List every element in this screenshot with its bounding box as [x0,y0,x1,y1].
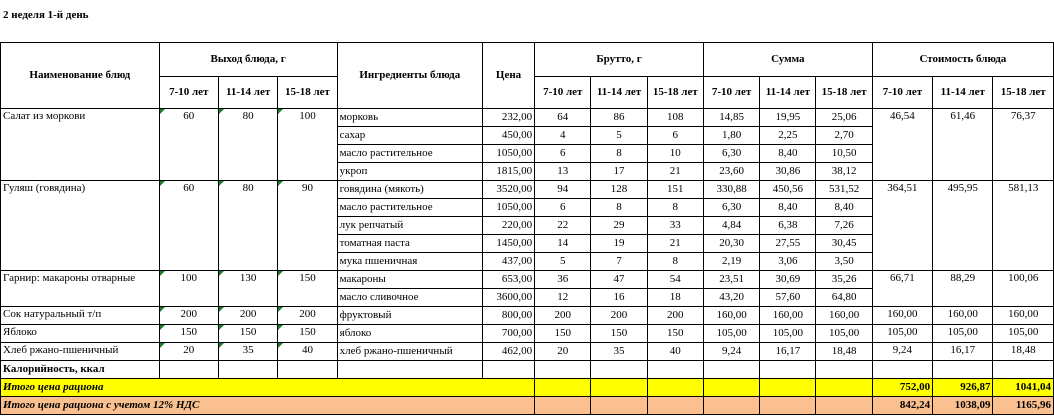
cost-cell[interactable]: 88,29 [933,271,993,307]
total-vat-value-cell[interactable]: 1038,09 [933,397,993,415]
empty-cell[interactable] [535,361,591,379]
output-cell[interactable]: 80 [218,181,277,271]
empty-cell[interactable] [993,361,1054,379]
empty-cell[interactable] [872,361,932,379]
cost-cell[interactable]: 76,37 [993,109,1054,181]
price-cell[interactable]: 232,00 [482,109,534,127]
dish-name-cell[interactable]: Сок натуральный т/п [1,307,160,325]
sum-cell[interactable]: 8,40 [760,145,816,163]
sum-cell[interactable]: 105,00 [760,325,816,343]
empty-cell[interactable] [816,397,872,415]
brutto-cell[interactable]: 16 [591,289,647,307]
header-age-group: 7-10 лет [535,77,591,109]
output-cell[interactable]: 40 [278,343,337,361]
ingredient-cell[interactable]: масло растительное [337,145,482,163]
cost-cell[interactable]: 66,71 [872,271,932,307]
empty-cell[interactable] [703,361,759,379]
cost-cell[interactable]: 61,46 [933,109,993,181]
brutto-cell[interactable]: 54 [647,271,703,289]
sum-cell[interactable]: 43,20 [703,289,759,307]
brutto-cell[interactable]: 19 [591,235,647,253]
total-vat-label[interactable]: Итого цена рациона с учетом 12% НДС [1,397,535,415]
header-age-group: 15-18 лет [647,77,703,109]
brutto-cell[interactable]: 128 [591,181,647,199]
header-ingredients: Ингредиенты блюда [337,43,482,109]
menu-table [0,42,1054,415]
brutto-cell[interactable]: 200 [535,307,591,325]
cost-cell[interactable]: 18,48 [993,343,1054,361]
header-output: Выход блюда, г [159,43,337,77]
brutto-cell[interactable]: 6 [535,145,591,163]
price-cell[interactable]: 700,00 [482,325,534,343]
cost-cell[interactable]: 160,00 [993,307,1054,325]
table-row [1,271,1054,289]
output-cell[interactable]: 80 [218,109,277,181]
brutto-cell[interactable]: 200 [647,307,703,325]
sum-cell[interactable]: 19,95 [760,109,816,127]
sum-cell[interactable]: 38,12 [816,163,872,181]
price-cell[interactable]: 3520,00 [482,181,534,199]
brutto-cell[interactable]: 29 [591,217,647,235]
sheet-title: 2 неделя 1-й день [3,9,89,21]
brutto-cell[interactable]: 5 [535,253,591,271]
cost-cell[interactable]: 16,17 [933,343,993,361]
empty-cell[interactable] [218,361,277,379]
sum-cell[interactable]: 2,70 [816,127,872,145]
header-cost: Стоимость блюда [872,43,1053,77]
brutto-cell[interactable]: 17 [591,163,647,181]
empty-cell[interactable] [591,397,647,415]
empty-cell[interactable] [591,361,647,379]
output-cell[interactable]: 150 [159,325,218,343]
empty-cell[interactable] [535,379,591,397]
empty-cell[interactable] [703,379,759,397]
output-cell[interactable]: 130 [218,271,277,307]
sum-cell[interactable]: 16,17 [760,343,816,361]
brutto-cell[interactable]: 36 [535,271,591,289]
price-cell[interactable]: 1050,00 [482,199,534,217]
brutto-cell[interactable]: 47 [591,271,647,289]
header-age-group: 11-14 лет [933,77,993,109]
brutto-cell[interactable]: 13 [535,163,591,181]
output-cell[interactable]: 90 [278,181,337,271]
ingredient-cell[interactable]: лук репчатый [337,217,482,235]
header-age-group: 15-18 лет [993,77,1054,109]
output-cell[interactable]: 200 [278,307,337,325]
sum-cell[interactable]: 450,56 [760,181,816,199]
price-cell[interactable]: 450,00 [482,127,534,145]
header-age-group: 11-14 лет [591,77,647,109]
empty-cell[interactable] [337,361,482,379]
sum-cell[interactable]: 6,30 [703,145,759,163]
total-vat-value-cell[interactable]: 842,24 [872,397,932,415]
total-row [1,379,1054,397]
sum-cell[interactable]: 6,30 [703,199,759,217]
table-row [1,109,1054,127]
sum-cell[interactable]: 30,45 [816,235,872,253]
header-age-group: 7-10 лет [159,77,218,109]
total-vat-value-cell[interactable]: 1165,96 [993,397,1054,415]
empty-cell[interactable] [535,397,591,415]
sum-cell[interactable]: 160,00 [816,307,872,325]
sum-cell[interactable]: 8,40 [760,199,816,217]
price-cell[interactable]: 437,00 [482,253,534,271]
cost-cell[interactable]: 160,00 [933,307,993,325]
sum-cell[interactable]: 1,80 [703,127,759,145]
table-row [1,325,1054,343]
cost-cell[interactable]: 46,54 [872,109,932,181]
sum-cell[interactable]: 3,06 [760,253,816,271]
sum-cell[interactable]: 3,50 [816,253,872,271]
sum-cell[interactable]: 2,25 [760,127,816,145]
empty-cell[interactable] [278,361,337,379]
brutto-cell[interactable]: 18 [647,289,703,307]
sum-cell[interactable]: 531,52 [816,181,872,199]
empty-cell[interactable] [482,361,534,379]
brutto-cell[interactable]: 200 [591,307,647,325]
brutto-cell[interactable]: 20 [535,343,591,361]
output-cell[interactable]: 60 [159,109,218,181]
empty-cell[interactable] [647,397,703,415]
sum-cell[interactable]: 23,51 [703,271,759,289]
cost-cell[interactable]: 364,51 [872,181,932,271]
sum-cell[interactable]: 10,50 [816,145,872,163]
header-age-group: 7-10 лет [703,77,759,109]
ingredient-cell[interactable]: мука пшеничная [337,253,482,271]
brutto-cell[interactable]: 22 [535,217,591,235]
brutto-cell[interactable]: 150 [535,325,591,343]
brutto-cell[interactable]: 8 [591,145,647,163]
empty-cell[interactable] [760,361,816,379]
price-cell[interactable]: 800,00 [482,307,534,325]
sum-cell[interactable]: 105,00 [703,325,759,343]
header-price: Цена [482,43,534,109]
price-cell[interactable]: 3600,00 [482,289,534,307]
table-row [1,307,1054,325]
header-age-group: 7-10 лет [872,77,932,109]
sum-cell[interactable]: 30,69 [760,271,816,289]
brutto-cell[interactable]: 33 [647,217,703,235]
brutto-cell[interactable]: 40 [647,343,703,361]
sum-cell[interactable]: 25,06 [816,109,872,127]
brutto-cell[interactable]: 12 [535,289,591,307]
sum-cell[interactable]: 18,48 [816,343,872,361]
cost-cell[interactable]: 160,00 [872,307,932,325]
sum-cell[interactable]: 35,26 [816,271,872,289]
brutto-cell[interactable]: 94 [535,181,591,199]
total-label[interactable]: Итого цена рациона [1,379,535,397]
brutto-cell[interactable]: 150 [647,325,703,343]
header-sum: Сумма [703,43,872,77]
sum-cell[interactable]: 9,24 [703,343,759,361]
sum-cell[interactable]: 30,86 [760,163,816,181]
ingredient-cell[interactable]: сахар [337,127,482,145]
empty-cell[interactable] [760,397,816,415]
total-vat-row [1,397,1054,415]
total-value-cell[interactable]: 926,87 [933,379,993,397]
brutto-cell[interactable]: 7 [591,253,647,271]
cost-cell[interactable]: 105,00 [872,325,932,343]
sum-cell[interactable]: 160,00 [760,307,816,325]
dish-name-cell[interactable]: Салат из моркови [1,109,160,181]
output-cell[interactable]: 100 [278,109,337,181]
ingredient-cell[interactable]: морковь [337,109,482,127]
brutto-cell[interactable]: 21 [647,163,703,181]
ingredient-cell[interactable]: укроп [337,163,482,181]
brutto-cell[interactable]: 8 [647,253,703,271]
header-age-group: 15-18 лет [816,77,872,109]
sum-cell[interactable]: 6,38 [760,217,816,235]
ingredient-cell[interactable]: макароны [337,271,482,289]
brutto-cell[interactable]: 14 [535,235,591,253]
sum-cell[interactable]: 20,30 [703,235,759,253]
cost-cell[interactable]: 105,00 [933,325,993,343]
brutto-cell[interactable]: 150 [591,325,647,343]
price-cell[interactable]: 1815,00 [482,163,534,181]
ingredient-cell[interactable]: говядина (мякоть) [337,181,482,199]
sum-cell[interactable]: 27,55 [760,235,816,253]
sum-cell[interactable]: 2,19 [703,253,759,271]
sum-cell[interactable]: 8,40 [816,199,872,217]
dish-name-cell[interactable]: Хлеб ржано-пшеничный [1,343,160,361]
brutto-cell[interactable]: 86 [591,109,647,127]
empty-cell[interactable] [591,379,647,397]
brutto-cell[interactable]: 8 [591,199,647,217]
dish-name-cell[interactable]: Яблоко [1,325,160,343]
sum-cell[interactable]: 57,60 [760,289,816,307]
ingredient-cell[interactable]: яблоко [337,325,482,343]
price-cell[interactable]: 1050,00 [482,145,534,163]
header-age-group: 11-14 лет [218,77,277,109]
brutto-cell[interactable]: 6 [647,127,703,145]
header-dish-name: Наименование блюд [1,43,160,109]
header-age-group: 11-14 лет [760,77,816,109]
empty-cell[interactable] [647,379,703,397]
brutto-cell[interactable]: 5 [591,127,647,145]
empty-cell[interactable] [703,397,759,415]
brutto-cell[interactable]: 35 [591,343,647,361]
brutto-cell[interactable]: 64 [535,109,591,127]
brutto-cell[interactable]: 21 [647,235,703,253]
header-age-group: 15-18 лет [278,77,337,109]
ingredient-cell[interactable]: томатная паста [337,235,482,253]
total-value-cell[interactable]: 752,00 [872,379,932,397]
output-cell[interactable]: 200 [218,307,277,325]
ingredient-cell[interactable]: фруктовый [337,307,482,325]
empty-cell[interactable] [816,379,872,397]
calories-row [1,361,1054,379]
price-cell[interactable]: 220,00 [482,217,534,235]
brutto-cell[interactable]: 8 [647,199,703,217]
cost-cell[interactable]: 9,24 [872,343,932,361]
dish-name-cell[interactable]: Гарнир: макароны отварные [1,271,160,307]
price-cell[interactable]: 1450,00 [482,235,534,253]
brutto-cell[interactable]: 108 [647,109,703,127]
price-cell[interactable]: 653,00 [482,271,534,289]
empty-cell[interactable] [933,361,993,379]
header-brutto: Брутто, г [535,43,704,77]
output-cell[interactable]: 60 [159,181,218,271]
output-cell[interactable]: 20 [159,343,218,361]
cost-cell[interactable]: 495,95 [933,181,993,271]
sum-cell[interactable]: 105,00 [816,325,872,343]
table-row [1,343,1054,361]
cost-cell[interactable]: 100,06 [993,271,1054,307]
dish-name-cell[interactable]: Гуляш (говядина) [1,181,160,271]
brutto-cell[interactable]: 10 [647,145,703,163]
ingredient-cell[interactable]: масло сливочное [337,289,482,307]
output-cell[interactable]: 150 [218,325,277,343]
empty-cell[interactable] [816,361,872,379]
brutto-cell[interactable]: 6 [535,199,591,217]
sum-cell[interactable]: 7,26 [816,217,872,235]
output-cell[interactable]: 150 [278,325,337,343]
table-row [1,181,1054,199]
ingredient-cell[interactable]: масло растительное [337,199,482,217]
output-cell[interactable]: 35 [218,343,277,361]
output-cell[interactable]: 100 [159,271,218,307]
sum-cell[interactable]: 160,00 [703,307,759,325]
output-cell[interactable]: 150 [278,271,337,307]
brutto-cell[interactable]: 151 [647,181,703,199]
empty-cell[interactable] [760,379,816,397]
sum-cell[interactable]: 64,80 [816,289,872,307]
sum-cell[interactable]: 4,84 [703,217,759,235]
sum-cell[interactable]: 14,85 [703,109,759,127]
calories-label[interactable]: Калорийность, ккал [1,361,160,379]
sum-cell[interactable]: 330,88 [703,181,759,199]
total-value-cell[interactable]: 1041,04 [993,379,1054,397]
sum-cell[interactable]: 23,60 [703,163,759,181]
output-cell[interactable]: 200 [159,307,218,325]
cost-cell[interactable]: 581,13 [993,181,1054,271]
brutto-cell[interactable]: 4 [535,127,591,145]
price-cell[interactable]: 462,00 [482,343,534,361]
empty-cell[interactable] [647,361,703,379]
cost-cell[interactable]: 105,00 [993,325,1054,343]
empty-cell[interactable] [159,361,218,379]
ingredient-cell[interactable]: хлеб ржано-пшеничный [337,343,482,361]
